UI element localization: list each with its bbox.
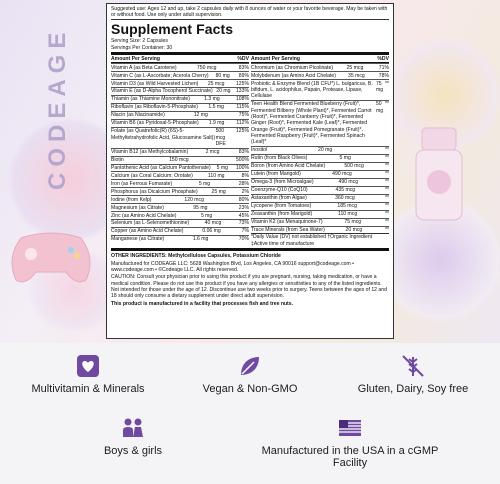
nutrient-row bbox=[111, 219, 249, 227]
nutrient-row bbox=[251, 226, 389, 234]
nutrient-row bbox=[111, 87, 249, 95]
nutrient-name: Calcium (as Coral Calcium; Orotate) bbox=[111, 172, 193, 179]
nutrient-amount: 5 mg bbox=[339, 155, 351, 162]
nutrient-dv: 125% bbox=[235, 80, 249, 87]
nutrient-dv: 7% bbox=[241, 228, 249, 235]
nutrient-name: Thiamin (as Thiamine Mononitrate) bbox=[111, 96, 190, 103]
nutrient-name: Selenium (as L-Selenomethionine) bbox=[111, 220, 190, 227]
nutrient-name: Biotin bbox=[111, 156, 124, 163]
nutrient-name: Iodine (from Kelp) bbox=[111, 196, 152, 203]
nutrient-name: Phosphorus (as Dicalcium Phosphate) bbox=[111, 188, 198, 195]
nutrient-name: Omega-3 (from Microalgae) bbox=[251, 179, 314, 186]
nutrient-row bbox=[111, 227, 249, 235]
nutrient-dv: ** bbox=[385, 101, 389, 108]
nutrient-name: Lutein (from Marigold) bbox=[251, 171, 301, 178]
nutrient-row bbox=[111, 79, 249, 87]
nutrient-name: Vitamin E (as D-Alpha Tocopherol Succinate) bbox=[111, 88, 213, 95]
nutrient-row bbox=[251, 71, 389, 79]
nutrient-name: Inositol bbox=[251, 147, 268, 154]
servings-per-container: Servings Per Container: 30 bbox=[111, 44, 173, 51]
nutrient-amount: 490 mcg bbox=[338, 179, 359, 186]
nutrient-row bbox=[251, 146, 389, 154]
nutrient-amount: 20 mg bbox=[216, 88, 231, 95]
nutrient-row bbox=[111, 187, 249, 195]
nutrient-name: Molybdenum (as Amino Acid Chelate) bbox=[251, 72, 336, 79]
divider bbox=[111, 19, 389, 20]
feature-allergen-free bbox=[338, 353, 488, 395]
nutrient-dv: ** bbox=[385, 202, 389, 209]
left-column bbox=[111, 56, 249, 247]
nutrient-dv: ** bbox=[385, 147, 389, 154]
nutrient-name: Boron (from Amino Acid Chelate) bbox=[251, 163, 326, 170]
feature-label: Multivitamin & Minerals bbox=[31, 383, 145, 395]
caution-text: CAUTION: Consult your physician prior to using this product if you are pregnant, nursing, taking medication, or have a medical condition. Please do not use this product if you have any allergies or sensitivities to any of the listed ingredients. Not intended for those under the age of 12. Discontinue use two weeks prior to surgery. Teens between the ages of 12 and 18 should only consume a dietary supplement under direct adult supervision. bbox=[111, 274, 387, 300]
nutrient-dv: 71% bbox=[378, 64, 389, 71]
nutrient-row bbox=[111, 111, 249, 119]
nutrient-amount: 1.5 mg bbox=[208, 104, 224, 111]
nutrient-name: Vitamin C (as L-Ascorbate; Acerola Cherry) bbox=[111, 72, 209, 79]
nutrient-name: Pantothenic Acid (as Calcium Pantothenate) bbox=[111, 164, 211, 171]
nutrient-row bbox=[111, 127, 249, 148]
nutrient-amount: 12 mg bbox=[193, 112, 208, 119]
nutrient-amount: 25 mg bbox=[211, 188, 226, 195]
feature-label: Boys & girls bbox=[103, 445, 163, 457]
nutrient-dv: 83% bbox=[238, 148, 249, 155]
nutrient-amount: 360 mcg bbox=[335, 195, 355, 201]
divider bbox=[111, 52, 389, 55]
feature-vegan bbox=[180, 353, 320, 395]
nutrient-dv: ** bbox=[385, 163, 389, 170]
nutrient-amount: 110 mcg bbox=[338, 210, 358, 217]
nutrient-name: Vitamin A (as Beta Carotene) bbox=[111, 64, 177, 71]
nutrient-dv: ** bbox=[385, 80, 389, 87]
nutrient-dv: 108% bbox=[235, 96, 249, 103]
nutrient-amount: 0.06 mg bbox=[202, 228, 221, 235]
nutrient-row bbox=[111, 235, 249, 243]
nutrient-dv: ** bbox=[385, 171, 389, 178]
nutrient-amount: 80 mg bbox=[215, 72, 230, 79]
nutrient-name: Astaxanthin (from Algae) bbox=[251, 195, 307, 201]
right-column bbox=[251, 56, 389, 247]
nutrient-row bbox=[111, 211, 249, 219]
nutrient-dv: 28% bbox=[238, 180, 249, 187]
nutrient-name: Vitamin B6 (as Pyridoxal-5-Phosphate) bbox=[111, 120, 199, 127]
nutrient-dv: 23% bbox=[238, 204, 249, 211]
nutrient-dv: 8% bbox=[241, 172, 249, 179]
nutrient-row bbox=[111, 179, 249, 187]
nutrient-row bbox=[251, 178, 389, 186]
nutrient-amount: 95 mg bbox=[193, 204, 208, 211]
nutrient-amount: 110 mg bbox=[207, 172, 225, 179]
nutrient-amount: 25 mcg bbox=[207, 80, 225, 87]
nutrient-amount: 1.9 mg bbox=[208, 120, 225, 127]
nutrient-amount: 75 mg bbox=[375, 80, 384, 93]
nutrient-amount: 500 mcg DFE bbox=[215, 128, 226, 147]
nutrient-dv: ** bbox=[385, 195, 389, 201]
nutrient-dv: 73% bbox=[238, 220, 249, 227]
nutrient-dv: 80% bbox=[238, 196, 249, 203]
serving-size: Serving Size: 2 Capsules bbox=[111, 38, 168, 45]
brand-vertical: CODEAGE bbox=[44, 26, 71, 190]
column-header: Amount Per Serving %DV bbox=[251, 55, 389, 62]
feature-label: Vegan & Non-GMO bbox=[202, 383, 298, 395]
nutrient-dv: 75% bbox=[238, 112, 249, 119]
nutrient-name: Chromium (as Chromium Picolinate) bbox=[251, 64, 334, 71]
nutrient-name: Iron (as Ferrous Fumarate) bbox=[111, 180, 173, 187]
nutrient-dv: 115% bbox=[236, 104, 249, 111]
nutrient-row bbox=[111, 63, 249, 71]
nutrient-row bbox=[111, 71, 249, 79]
usa-flag-icon bbox=[337, 415, 363, 441]
supplement-facts-panel bbox=[106, 3, 394, 339]
nutrient-amount: 150 mcg bbox=[169, 156, 189, 163]
nutrient-dv: 133% bbox=[235, 88, 249, 95]
nutrient-name: Vitamin D3 (as Wild Harvested Lichen) bbox=[111, 80, 199, 87]
nutrient-row bbox=[111, 119, 249, 127]
column-header: Amount Per Serving %DV bbox=[111, 55, 249, 62]
nutrient-row bbox=[111, 103, 249, 111]
nutrient-amount: 435 mcg bbox=[335, 187, 356, 194]
suggested-use: Suggested use: Ages 12 and up, take 2 capsules daily with 8 ounces of water or your favorite beverage. May be taken with or without food. Use only under adult supervision. bbox=[111, 6, 388, 19]
nutrient-amount: 1.3 mg bbox=[204, 96, 220, 103]
bottle-illustration bbox=[404, 120, 474, 230]
features-section bbox=[0, 343, 500, 484]
nutrient-dv: 112% bbox=[236, 120, 249, 127]
nutrient-name: Probiotic & Enzyme Blend (1B CFU*) L. bulgaricus, B. bifidum, L. acidophilus, Papain, Protease, Lipase, Cellulase bbox=[251, 80, 373, 100]
people-icon bbox=[120, 415, 146, 441]
nutrient-name: Magnesium (as Citrate) bbox=[111, 204, 164, 211]
nutrient-amount: 20 mg bbox=[318, 147, 333, 154]
nutrient-dv: ** bbox=[385, 179, 389, 186]
nutrient-amount: 50 mg bbox=[375, 101, 384, 114]
nutrient-amount: 75 mcg bbox=[344, 218, 362, 225]
nutrient-row bbox=[111, 203, 249, 211]
nutrient-row bbox=[111, 148, 249, 156]
nutrient-row bbox=[111, 171, 249, 179]
nutrient-row bbox=[251, 154, 389, 162]
nutrient-amount: 120 mcg bbox=[184, 196, 204, 203]
feature-made-in-usa bbox=[260, 415, 440, 469]
nutrient-dv: 70% bbox=[238, 236, 249, 243]
nutrient-amount: 490 mcg bbox=[332, 171, 352, 178]
nutrient-name: Lycopene (from Tomatoes) bbox=[251, 202, 312, 209]
nutrient-row bbox=[251, 186, 389, 194]
nutrient-dv: 2% bbox=[241, 188, 249, 195]
nutrient-dv: 125% bbox=[235, 128, 249, 135]
nutrient-dv: ** bbox=[385, 187, 389, 194]
facility-note: This product is manufactured in a facility that processes fish and tree nuts. bbox=[111, 300, 293, 307]
nutrient-name: Niacin (as Niacinamide) bbox=[111, 112, 165, 119]
nutrient-amount: 500 mcg bbox=[344, 163, 364, 170]
nutrient-row bbox=[251, 79, 389, 100]
divider bbox=[111, 248, 389, 251]
nutrient-name: Copper (as Amino Acid Chelate) bbox=[111, 228, 184, 235]
nutrient-dv: 78% bbox=[378, 72, 389, 79]
nutrient-name: Rutin (from Black Olives) bbox=[251, 155, 308, 162]
nutrient-dv: 100% bbox=[235, 164, 249, 171]
nutrient-row bbox=[251, 202, 389, 210]
nutrient-row bbox=[251, 63, 389, 71]
nutrient-name: Manganese (as Citrate) bbox=[111, 236, 165, 243]
nutrient-dv: 45% bbox=[238, 212, 249, 219]
nutrient-row bbox=[251, 100, 389, 146]
feature-boys-girls bbox=[58, 415, 208, 457]
nutrient-amount: 185 mcg bbox=[337, 202, 357, 209]
nutrient-amount: 25 mcg bbox=[346, 64, 364, 71]
feature-multivitamin bbox=[18, 353, 158, 395]
nutrient-name: Teen Health Blend Fermented Blueberry (Fruit)*, Fermented Bilberry (Whole Plant)*, Fermented Carrot (Root)*, Fermented Cranberry (Fruit)*, Fermented Ginger (Root)*, Fermented Kale (Leaf)*, Fermented Orange (Fruit)*, Fermented Pomegranate (Fruit)*, Fermented Raspberry (Fruit)*, Fermented Spinach (Leaf)* bbox=[251, 101, 372, 146]
nutrient-amount: 35 mcg bbox=[348, 72, 365, 79]
nutrient-row bbox=[251, 170, 389, 178]
nutrient-amount: 20 mcg bbox=[345, 226, 363, 233]
nutrient-row bbox=[251, 218, 389, 226]
nutrient-name: Folate (as Quatrefolic(R) (6S)-5-Methyltetrahydrofolic Acid, Glucosamine Salt)) bbox=[111, 128, 216, 141]
nutrient-name: Coenzyme-Q10 (CoQ10) bbox=[251, 187, 308, 194]
manufacturer-info: Manufactured for CODEAGE LLC: 5628 Washington Blvd, Los Angeles, CA 90016 support@codeage.com • www.codeage.com • ©Codeage LLC. All rights reserved. bbox=[111, 260, 354, 273]
feature-label: Gluten, Dairy, Soy free bbox=[357, 383, 469, 395]
nutrient-name: Zinc (as Amino Acid Chelate) bbox=[111, 212, 177, 219]
nutrient-name: Vitamin B12 (as Methylcobalamin) bbox=[111, 148, 189, 155]
nutrient-dv: ** bbox=[385, 226, 389, 233]
nutrient-name: Trace Minerals (from Sea Water) bbox=[251, 226, 325, 233]
feature-label: Manufactured in the USA in a cGMP Facility bbox=[261, 445, 439, 469]
gamepad-icon bbox=[6, 228, 96, 288]
footnote: *Daily Value (DV) not established †Organic Ingredient ‡Active time of manufacture bbox=[251, 234, 373, 247]
nutrient-name: Zeaxanthin (from Marigold) bbox=[251, 210, 313, 217]
nutrient-amount: 1.6 mg bbox=[192, 236, 209, 243]
nutrient-amount: 5 mg bbox=[198, 180, 211, 187]
no-wheat-icon bbox=[400, 353, 426, 379]
nutrient-dv: ** bbox=[385, 218, 389, 225]
panel-footer bbox=[111, 253, 389, 307]
nutrient-row bbox=[111, 95, 249, 103]
nutrient-dv: 83% bbox=[238, 64, 249, 71]
nutrient-row bbox=[251, 194, 389, 202]
nutrient-name: Riboflavin (as Riboflavin-5-Phosphate) bbox=[111, 104, 198, 111]
nutrient-amount: 2 mcg bbox=[205, 148, 220, 155]
nutrient-row bbox=[251, 162, 389, 170]
heart-box-icon bbox=[75, 353, 101, 379]
other-ingredients: OTHER INGREDIENTS: Methylcellulose Capsules, Potassium Chloride bbox=[111, 253, 281, 260]
nutrient-row bbox=[111, 195, 249, 203]
nutrient-dv: ** bbox=[385, 210, 389, 217]
nutrient-amount: 40 mcg bbox=[204, 220, 222, 227]
nutrient-dv: ** bbox=[385, 155, 389, 162]
nutrient-amount: 5 mg bbox=[216, 164, 228, 171]
nutrient-row bbox=[251, 210, 389, 218]
nutrient-amount: 750 mcg bbox=[196, 64, 217, 71]
leaf-icon bbox=[237, 353, 263, 379]
nutrient-name: Vitamin K2 (as Menaquinone-7) bbox=[251, 218, 323, 225]
nutrient-amount: 5 mg bbox=[200, 212, 213, 219]
nutrient-dv: 89% bbox=[238, 72, 249, 79]
nutrient-dv: 500% bbox=[235, 156, 249, 163]
nutrient-row bbox=[111, 164, 249, 172]
panel-title: Supplement Facts bbox=[111, 20, 234, 37]
nutrient-row bbox=[111, 156, 249, 164]
